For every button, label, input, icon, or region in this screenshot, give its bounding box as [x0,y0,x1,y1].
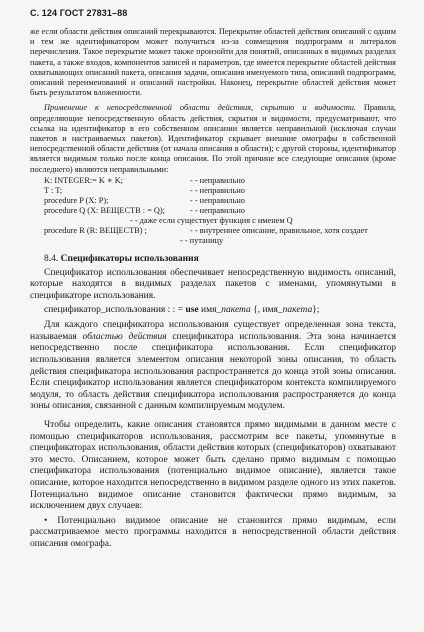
paragraph-scope-text-a: Для каждого спецификатора использования существует определенная зона текста, называемая [30,320,396,342]
code-comment-continued: - - путаницу [180,236,224,246]
code-statement: K: INTEGER:= K ∗ K; [44,175,123,185]
syntax-name: имя [201,305,217,316]
code-statement: T : T; [44,185,63,195]
code-statement: procedure Q (X: ВЕЩЕСТВ : = Q); [44,206,165,216]
scope-term: областью действия [82,331,167,342]
syntax-end: }; [312,305,320,316]
code-comment: - - неправильно [190,185,245,195]
code-comment: - - неправильно [190,206,245,216]
code-line [30,186,396,196]
code-line [30,176,396,186]
syntax-rule [30,304,396,316]
page-header: С. 124 ГОСТ 27831–88 [30,8,128,18]
code-statement: procedure P (X: P); [44,196,109,206]
syntax-repeat: {, имя [253,305,278,316]
code-comment: - - внутреннее описание, правильное, хотя создает [190,226,368,236]
note-text: Правила, определяющие непосредственную область действия, скрытия и видимости, предусматривают, что ссылка на идентификатор в его собственном описании является неправильной (исключая случаи пакетов и настраиваемых пакетов). Идентификатор скрывает внешние омографы в собственной непосредственной области действия (от начала описания в области); с другой стороны, идентификатор является видимым только после конца описания. По этой причине все следующие описания (кроме последнего) являются неправильными: [30,103,396,174]
code-line [30,226,396,236]
section-heading [30,253,396,265]
syntax-keyword: use [185,305,199,316]
syntax-name-suffix-2: _пакета [277,305,313,316]
section-number: 8.4. [44,253,59,264]
note-title: Применение к непосредственной области действия, скрытию и видимости. [44,103,356,113]
code-comment: - - неправильно [190,196,245,206]
paragraph-scope-text-b: спецификатора использования. Эта зона начинается непосредственно после спецификатора использования. Если спецификатор использования является элементом описания некоторой зоны описания, то область действия спецификатора использования распространяется до конца этой зоны описания. Если спецификатор использования является спецификатором контекста компилируемого модуля, то область действия спецификатора использования распространяется до конца зоны описания, связанной с данным компилируемым модулем. [30,331,396,412]
code-statement: procedure R (R: ВЕЩЕСТВ) ; [44,226,147,236]
code-examples [30,176,396,247]
code-line [30,196,396,206]
syntax-lhs: спецификатор_использования : : = [44,305,184,316]
code-line [30,206,396,216]
section-title: Спецификаторы использования [60,253,199,264]
bullet-item: • Потенциально видимое описание не становится прямо видимым, если рассматриваемое место программы находится в непосредственной области действия описания омографа. [30,515,396,549]
paragraph-overlap: же если области действия описаний перекрываются. Перекрытие областей действия описаний с одним и тем же идентификатором может получиться из-за совмещения подпрограмм и литералов перечисления. Такое перекрытие может также произойти для понятий, описанных в видимых разделах пакета, а также входов, компонентов записей и параметров, где имеется перекрытие областей действия охватывающих описаний пакета, описания задачи, описания именуемого типа, описаний подпрограмм, описаний переименований и описаний настройки. Наконец, перекрытие областей действия может быть результатом вложенности. [30,27,396,98]
paragraph-scope [30,320,396,413]
syntax-name-suffix: _пакета [216,305,251,316]
paragraph-visibility: Чтобы определить, какие описания становятся прямо видимыми в данном месте с помощью спецификаторов использования, рассмотрим все пакеты, упомянутые в спецификаторах использования, области действия которых (спецификаторов) охватывают это место. Описанием, которое может быть сделано прямо видимым с помощью спецификатора использования (потенциально видимое описание), является такое описание, которое находится непосредственно в видимом разделе одного из этих пакетов. Потенциально видимое описание становится фактически прямо видимым, за исключением двух случаев: [30,420,396,512]
paragraph-definition: Спецификатор использования обеспечивает непосредственную видимость описаний, которые находятся в видимых разделах пакетов с именами, упомянутыми в спецификаторе использования. [30,267,396,301]
code-comment-continued: - - даже если существует функция с именем Q [130,216,293,226]
code-comment: - - неправильно [190,175,245,185]
note-paragraph [30,103,396,174]
